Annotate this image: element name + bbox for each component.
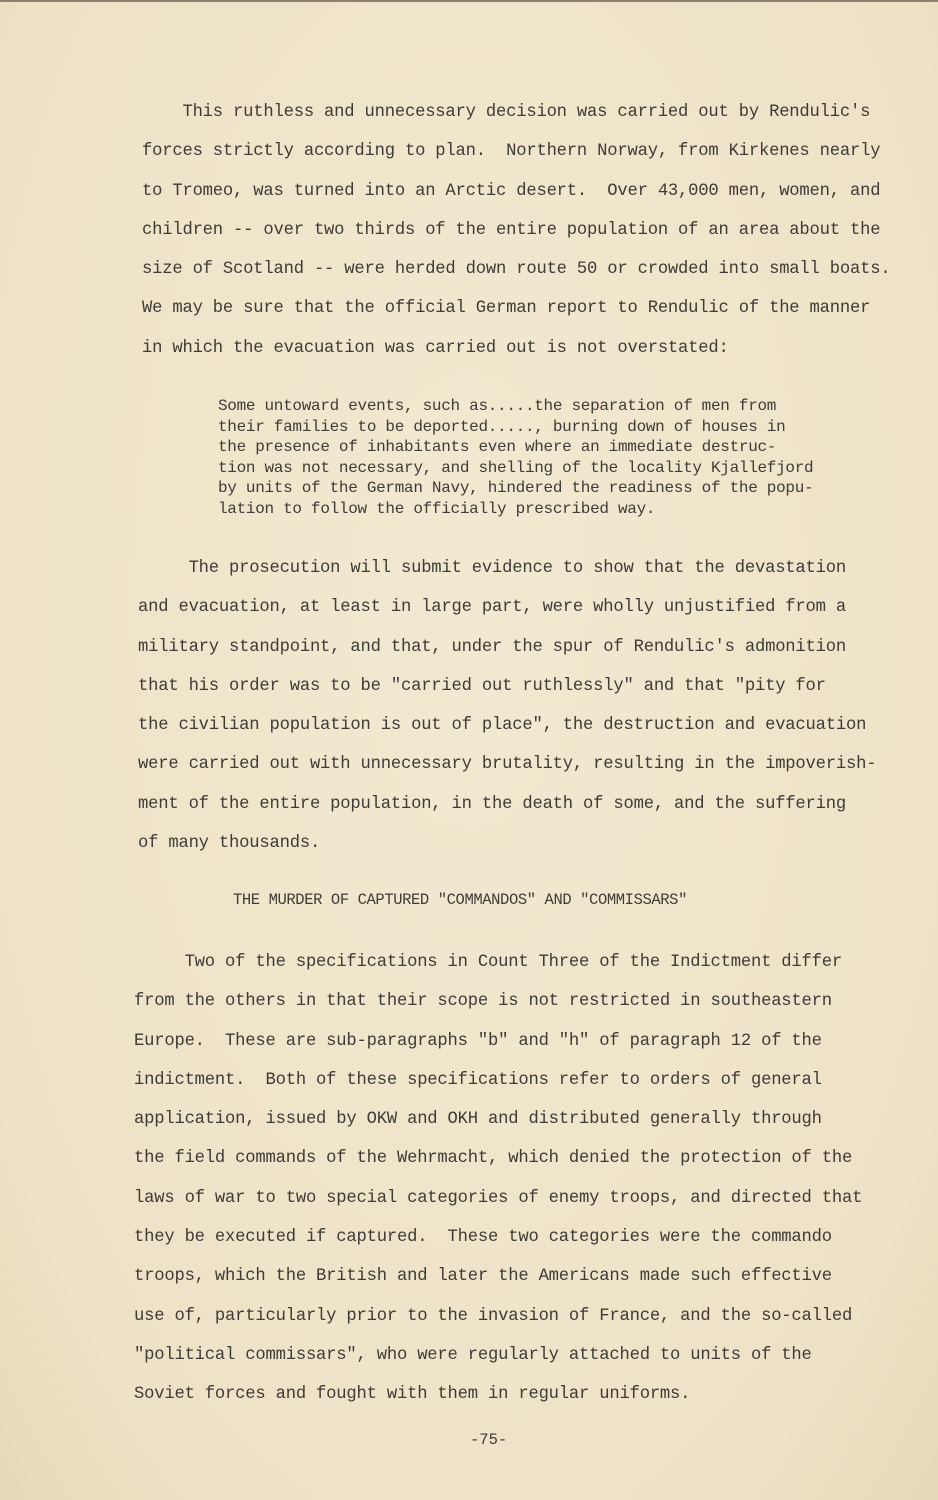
text-line: the civilian population is out of place", the destruction and evacuation <box>138 716 867 736</box>
block-quote <box>218 396 813 519</box>
text-line: that his order was to be "carried out ruthlessly" and that "pity for <box>138 676 826 696</box>
quote-line: tion was not necessary, and shelling of the locality Kjallefjord <box>218 458 814 477</box>
paragraph-3 <box>134 943 862 1415</box>
text-line: We may be sure that the official German report to Rendulic of the manner <box>142 299 871 319</box>
quote-line: Some untoward events, such as.....the separation of men from <box>218 397 777 415</box>
page-edge <box>0 0 938 2</box>
text-line: indictment. Both of these specifications refer to orders of general <box>134 1070 822 1090</box>
text-line: application, issued by OKW and OKH and distributed generally through <box>134 1110 822 1130</box>
text-line: children -- over two thirds of the entire population of an area about the <box>142 220 881 240</box>
text-line: to Tromeo, was turned into an Arctic desert. Over 43,000 men, women, and <box>142 181 881 201</box>
paragraph-1 <box>142 93 890 368</box>
section-heading: THE MURDER OF CAPTURED "COMMANDOS" AND "COMMISSARS" <box>233 891 687 909</box>
quote-line: lation to follow the officially prescribed way. <box>218 499 656 518</box>
text-line: The prosecution will submit evidence to show that the devastation <box>138 559 846 578</box>
text-line: and evacuation, at least in large part, were wholly unjustified from a <box>138 598 846 618</box>
text-line: ment of the entire population, in the death of some, and the suffering <box>138 794 846 814</box>
text-line: troops, which the British and later the Americans made such effective <box>134 1267 832 1287</box>
text-line: they be executed if captured. These two categories were the commando <box>134 1228 832 1248</box>
page-number: -75- <box>470 1431 508 1449</box>
paragraph-2 <box>138 549 876 863</box>
quote-line: by units of the German Navy, hindered the readiness of the popu- <box>218 479 814 497</box>
text-line: use of, particularly prior to the invasion of France, and the so-called <box>134 1306 853 1326</box>
text-line: of many thousands. <box>138 834 321 854</box>
quote-line: the presence of inhabitants even where an immediate destruc- <box>218 438 777 456</box>
text-line: were carried out with unnecessary brutality, resulting in the impoverish- <box>138 755 877 775</box>
text-line: military standpoint, and that, under the spur of Rendulic's admonition <box>138 637 846 657</box>
text-line: size of Scotland -- were herded down route 50 or crowded into small boats. <box>142 260 891 280</box>
text-line: This ruthless and unnecessary decision was carried out by Rendulic's <box>142 103 871 122</box>
text-line: "political commissars", who were regularly attached to units of the <box>134 1345 812 1365</box>
text-line: Two of the specifications in Count Three of the Indictment differ <box>134 953 842 972</box>
text-line: from the others in that their scope is not restricted in southeastern <box>134 992 832 1012</box>
text-line: forces strictly according to plan. Northern Norway, from Kirkenes nearly <box>142 142 881 162</box>
text-line: laws of war to two special categories of enemy troops, and directed that <box>134 1188 863 1208</box>
text-line: in which the evacuation was carried out is not overstated: <box>142 338 729 358</box>
quote-line: their families to be deported....., burning down of houses in <box>218 417 786 436</box>
text-line: the field commands of the Wehrmacht, which denied the protection of the <box>134 1149 853 1169</box>
text-line: Soviet forces and fought with them in regular uniforms. <box>134 1385 691 1405</box>
text-line: Europe. These are sub-paragraphs "b" and "h" of paragraph 12 of the <box>134 1031 822 1051</box>
